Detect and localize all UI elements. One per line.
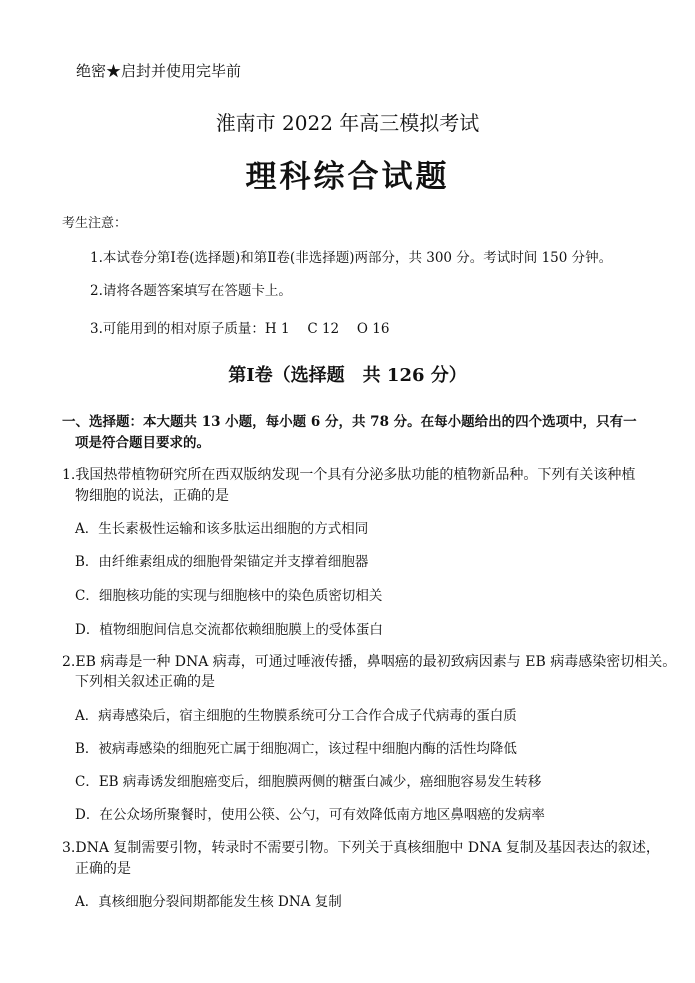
question-2-stem-cont: 下列相关叙述正确的是 <box>75 674 215 690</box>
part-one-title: 第Ⅰ卷（选择题 共 126 分） <box>228 365 467 386</box>
question-2-stem: 2.EB 病毒是一种 DNA 病毒，可通过唾液传播，鼻咽癌的最初致病因素与 EB 病毒感染密切相关。 <box>62 654 677 670</box>
exam-title: 理科综合试题 <box>245 159 450 195</box>
question-1-option-a: A．生长素极性运输和该多肽运出细胞的方式相同 <box>75 521 369 537</box>
notice-item: 2.请将各题答案填写在答题卡上。 <box>90 283 292 299</box>
question-1-option-d: D．植物细胞间信息交流都依赖细胞膜上的受体蛋白 <box>75 622 383 638</box>
question-1-stem-cont: 物细胞的说法，正确的是 <box>75 488 229 504</box>
notice-item: 3.可能用到的相对原子质量：H 1 C 12 O 16 <box>90 321 390 337</box>
question-2-option-b: B．被病毒感染的细胞死亡属于细胞凋亡，该过程中细胞内酶的活性均降低 <box>75 741 517 757</box>
question-2-option-a: A．病毒感染后，宿主细胞的生物膜系统可分工合作合成子代病毒的蛋白质 <box>75 708 517 724</box>
question-1-option-b: B．由纤维素组成的细胞骨架锚定并支撑着细胞器 <box>75 554 369 570</box>
question-2-option-d: D．在公众场所聚餐时，使用公筷、公勺，可有效降低南方地区鼻咽癌的发病率 <box>75 807 545 823</box>
question-1-stem: 1.我国热带植物研究所在西双版纳发现一个具有分泌多肽功能的植物新品种。下列有关该种植 <box>62 467 636 483</box>
confidential-mark: 绝密★启封并使用完毕前 <box>76 62 242 80</box>
question-3-stem-cont: 正确的是 <box>75 861 131 877</box>
question-1-option-c: C．细胞核功能的实现与细胞核中的染色质密切相关 <box>75 588 383 604</box>
question-3-stem: 3.DNA 复制需要引物，转录时不需要引物。下列关于真核细胞中 DNA 复制及基因表达的叙述， <box>62 840 660 856</box>
question-3-option-a: A．真核细胞分裂间期都能发生核 DNA 复制 <box>75 894 342 910</box>
notice-item: 1.本试卷分第Ⅰ卷(选择题)和第Ⅱ卷(非选择题)两部分，共 300 分。考试时间 150 分钟。 <box>90 250 613 266</box>
question-2-option-c: C．EB 病毒诱发细胞癌变后，细胞膜两侧的糖蛋白减少，癌细胞容易发生转移 <box>75 774 542 790</box>
section-instruction-line2: 项是符合题目要求的。 <box>75 435 210 451</box>
section-instruction-line1: 一、选择题：本大题共 13 小题，每小题 6 分，共 78 分。在每小题给出的四个选项中，只有一 <box>62 414 637 430</box>
exam-subtitle: 淮南市 2022 年高三模拟考试 <box>215 111 480 135</box>
notice-heading: 考生注意： <box>62 216 128 231</box>
